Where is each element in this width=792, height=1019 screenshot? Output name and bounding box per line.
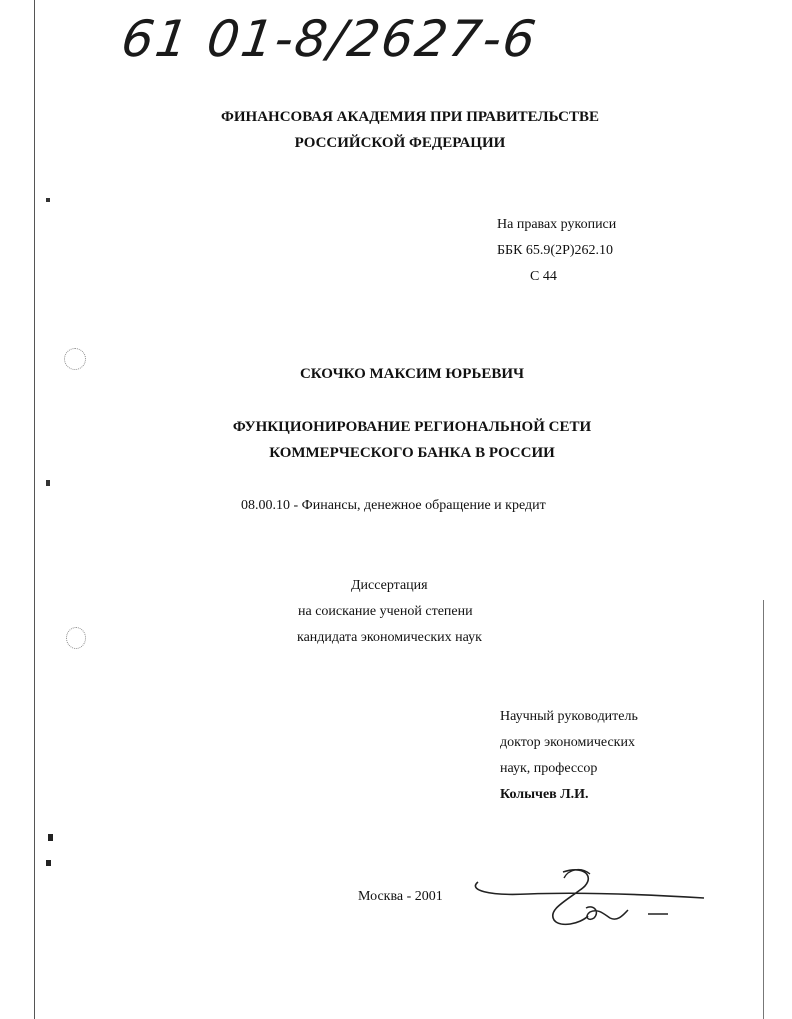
degree-line-3: кандидата экономических наук <box>297 630 482 645</box>
scan-speck-1 <box>46 198 50 202</box>
bbk-code: ББК 65.9(2Р)262.10 <box>497 243 614 258</box>
punch-hole-mark-1 <box>64 348 86 370</box>
handwritten-archive-number: 61 01-8/2627-6 <box>117 10 542 68</box>
advisor-line-1: Научный руководитель <box>500 709 638 724</box>
advisor-line-2: доктор экономических <box>500 735 635 750</box>
author-name: СКОЧКО МАКСИМ ЮРЬЕВИЧ <box>299 366 525 382</box>
scan-edge-left <box>34 0 35 1019</box>
specialty-code: 08.00.10 - Финансы, денежное обращение и кредит <box>241 498 546 513</box>
scan-edge-right <box>763 600 764 1019</box>
advisor-line-3: наук, профессор <box>500 761 598 776</box>
scan-speck-4 <box>46 860 51 866</box>
institution-line-2: РОССИЙСКОЙ ФЕДЕРАЦИИ <box>294 135 506 151</box>
rights-line-1: На правах рукописи <box>497 217 617 232</box>
signature <box>468 860 718 930</box>
degree-line-1: Диссертация <box>351 578 428 593</box>
institution-line-1: ФИНАНСОВАЯ АКАДЕМИЯ ПРИ ПРАВИТЕЛЬСТВЕ <box>220 109 599 125</box>
scan-speck-3 <box>48 834 53 841</box>
author-index: С 44 <box>530 269 557 284</box>
degree-line-2: на соискание ученой степени <box>298 604 473 619</box>
scan-speck-2 <box>46 480 50 486</box>
place-year: Москва - 2001 <box>358 889 443 904</box>
advisor-name: Колычев Л.И. <box>500 787 589 802</box>
punch-hole-mark-2 <box>66 627 86 649</box>
dissertation-title-line-1: ФУНКЦИОНИРОВАНИЕ РЕГИОНАЛЬНОЙ СЕТИ <box>232 419 592 435</box>
dissertation-title-line-2: КОММЕРЧЕСКОГО БАНКА В РОССИИ <box>269 445 555 461</box>
